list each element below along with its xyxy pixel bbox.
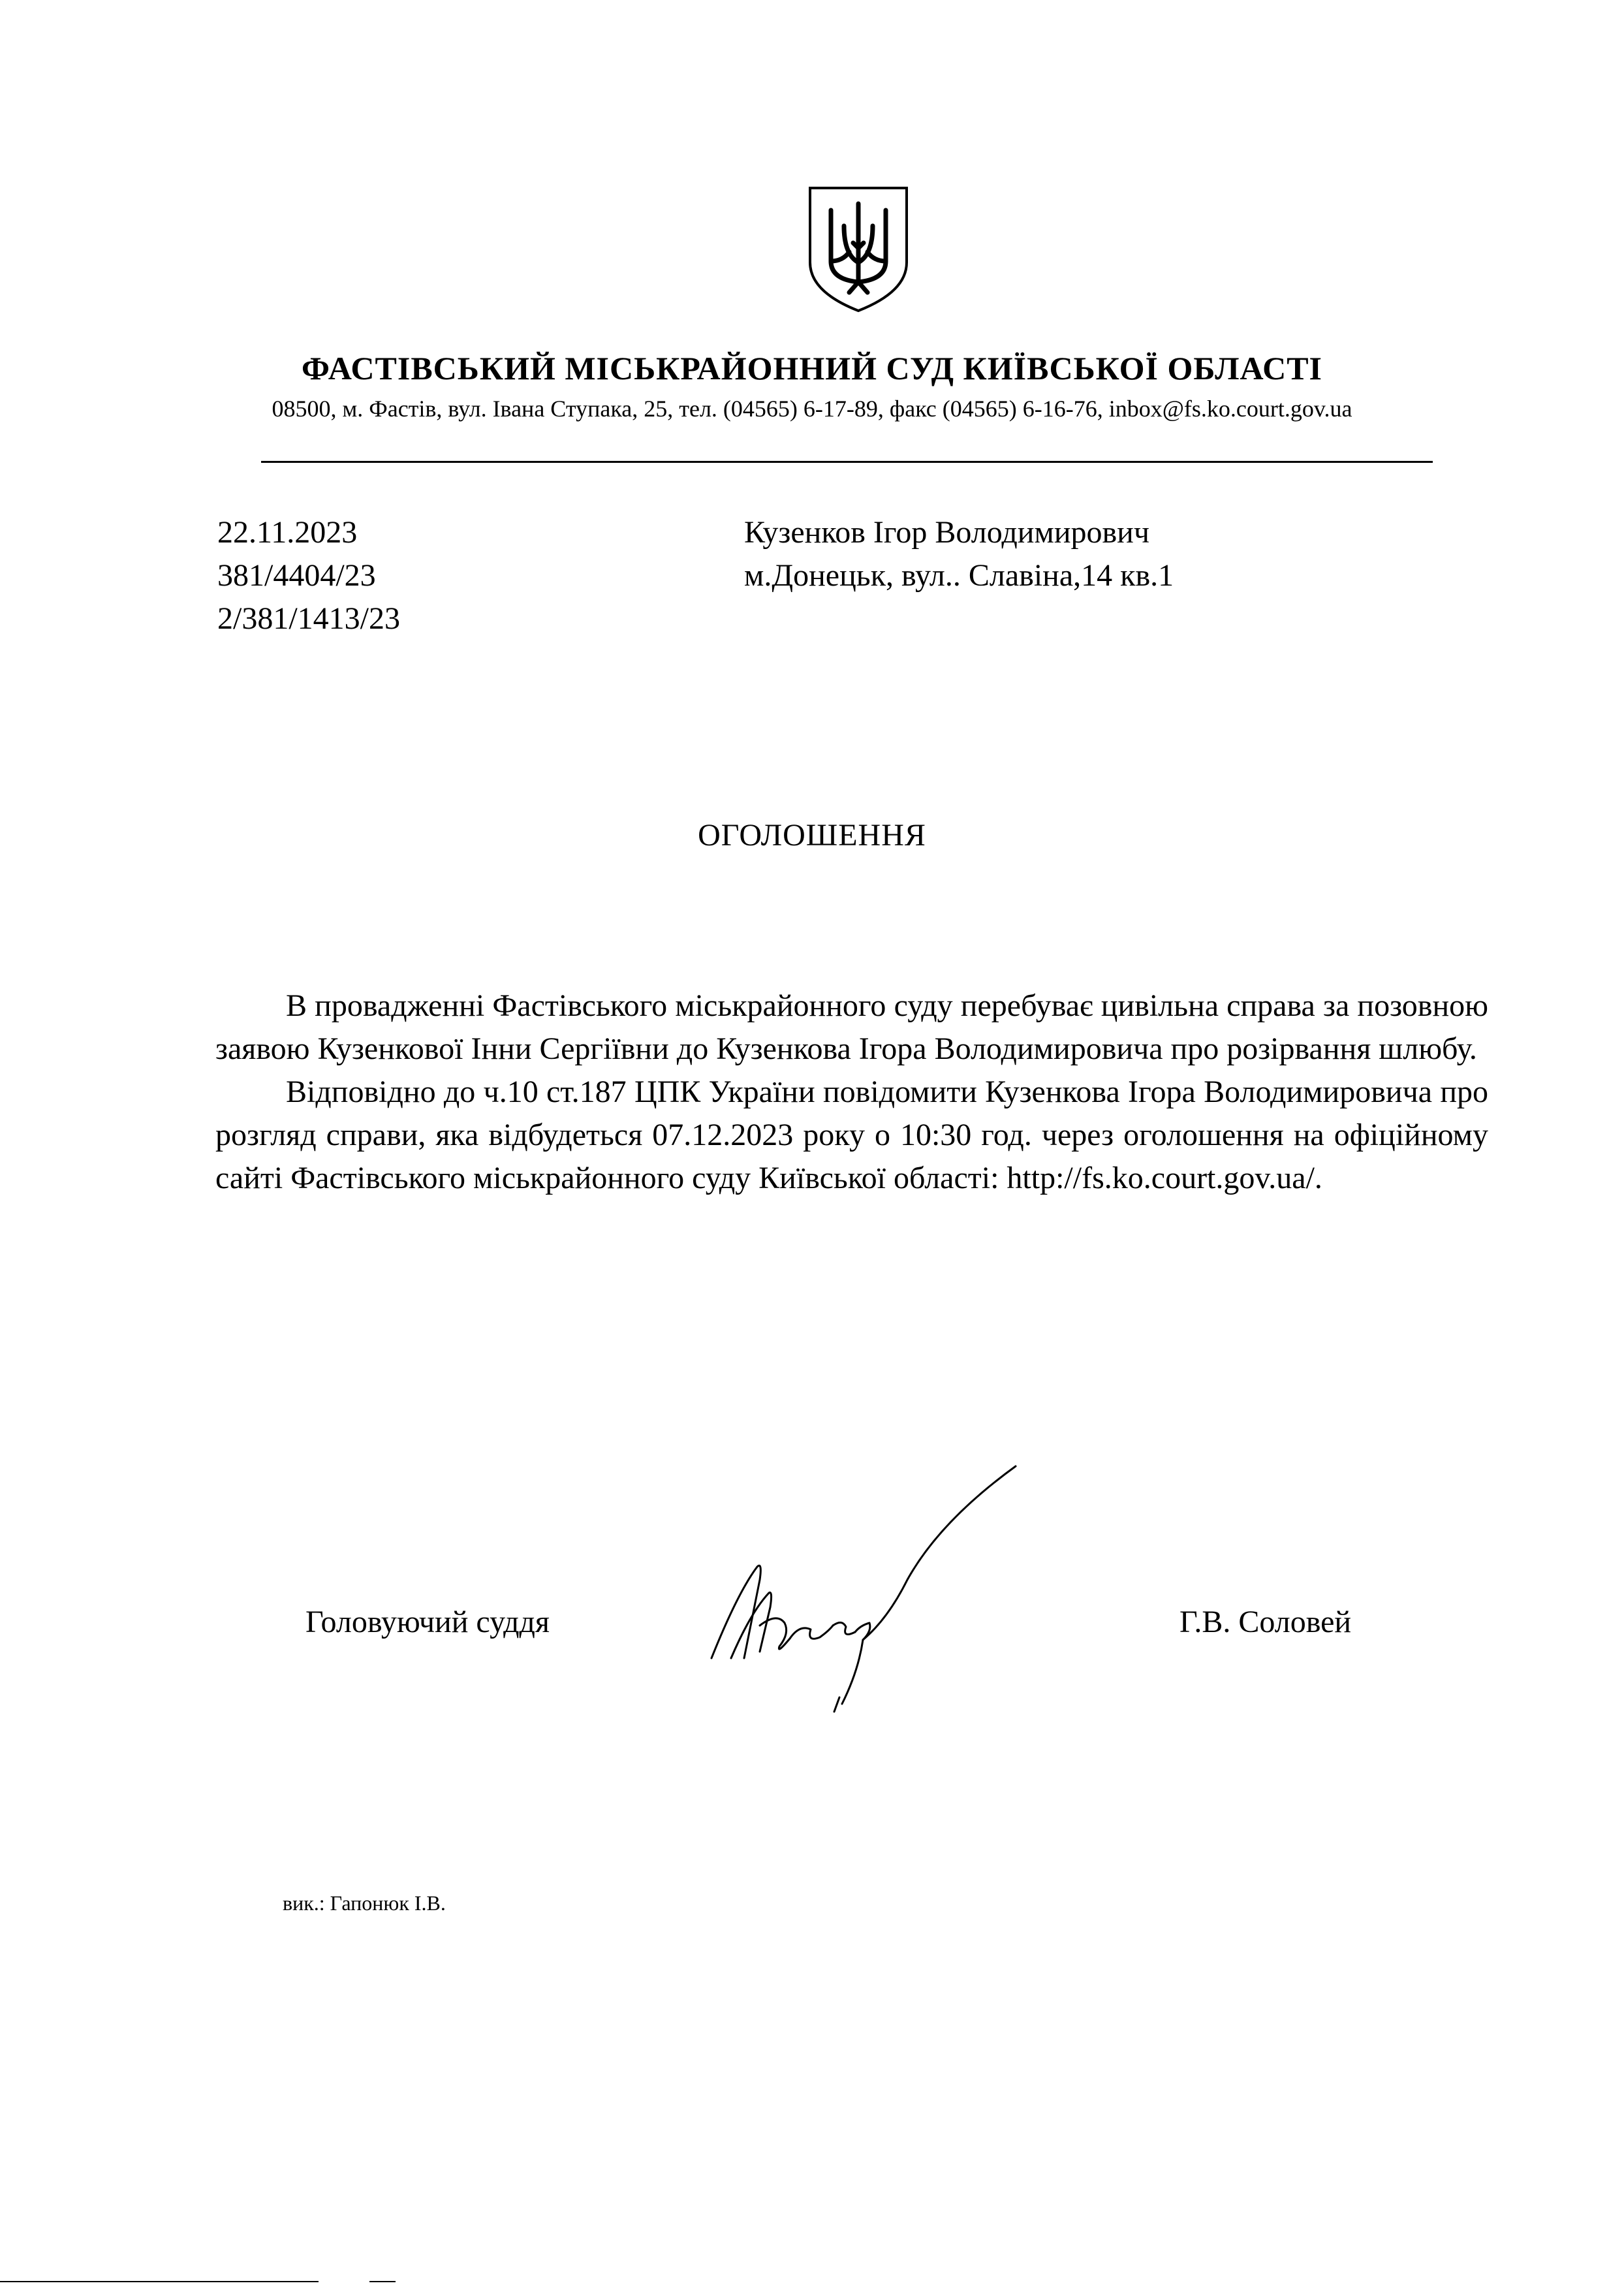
document-meta [217, 511, 400, 640]
document-date: 22.11.2023 [217, 515, 358, 550]
recipient-name: Кузенков Ігор Володимирович [744, 515, 1149, 550]
announcement-title: ОГОЛОШЕННЯ [698, 818, 926, 853]
footer-divider [0, 2281, 319, 2282]
judge-name: Г.В. Соловей [1179, 1605, 1352, 1639]
outgoing-number: 381/4404/23 [217, 558, 376, 593]
judge-title: Головуючий суддя [305, 1605, 550, 1639]
header-divider [261, 461, 1433, 463]
court-name: ФАСТІВСЬКИЙ МІСЬКРАЙОННИЙ СУД КИЇВСЬКОЇ ОБЛАСТІ [301, 350, 1323, 386]
handwritten-signature-icon [692, 1462, 1044, 1736]
case-number: 2/381/1413/23 [217, 601, 401, 636]
footer-divider-short [369, 2281, 396, 2282]
recipient-block [744, 511, 1174, 597]
announcement-paragraph-2: Відповідно до ч.10 ст.187 ЦПК України повідомити Кузенкова Ігора Володимировича про розгляд справи, яка відбудеться 07.12.2023 року о 10:30 год. через оголошення на офіційному сайті Фастівського міськрайонного суду Київської області: http://fs.ko.court.gov.ua/. [215, 1075, 1488, 1195]
announcement-paragraph-1: В провадженні Фастівського міськрайонного суду перебуває цивільна справа за позовною заявою Кузенкової Інни Сергіївни до Кузенкова Ігора Володимировича про розірвання шлюбу. [215, 988, 1488, 1066]
court-address: 08500, м. Фастів, вул. Івана Ступака, 25, тел. (04565) 6-17-89, факс (04565) 6-16-76, inbox@fs.ko.court.gov.ua [272, 396, 1352, 422]
recipient-address: м.Донецьк, вул.. Славіна,14 кв.1 [744, 558, 1174, 593]
trident-emblem-icon [806, 184, 911, 315]
executor-note: вик.: Гапонюк І.В. [283, 1891, 446, 1915]
announcement-body [215, 984, 1488, 1200]
